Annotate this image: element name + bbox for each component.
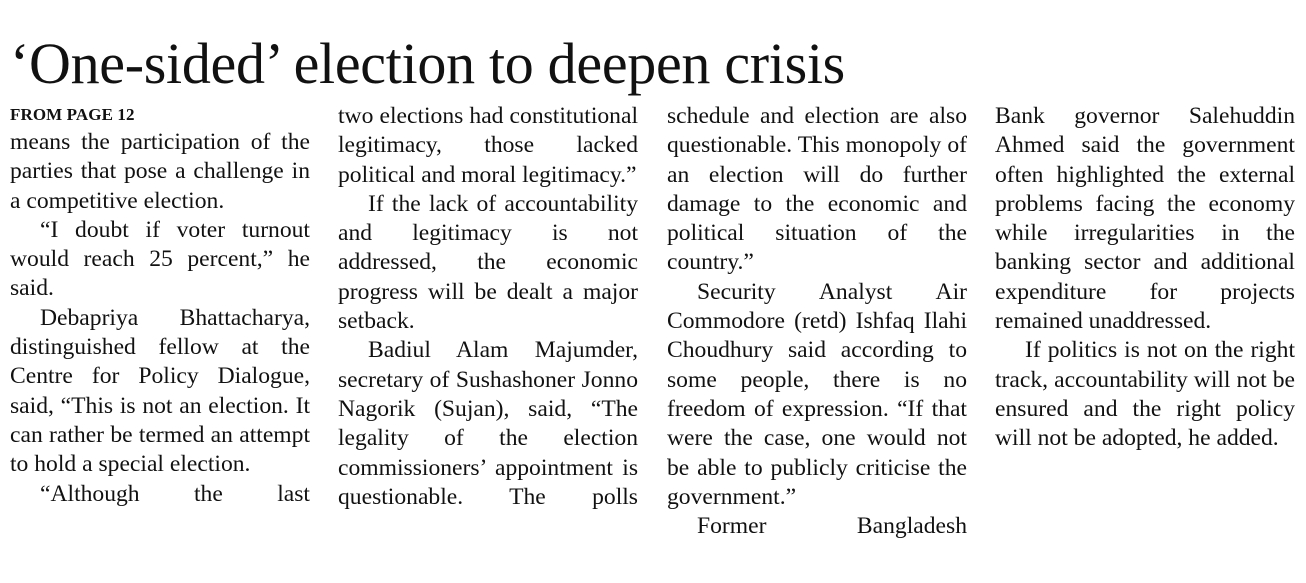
article-paragraph: Security Analyst Air Commodore (retd) Ishfaq Ilahi Choudhury said according to some people, there is no freedom of expression. “If that were the case, one would not be able to publicly criticise the government.” (667, 278, 967, 510)
headline: ‘One-sided’ election to deepen crisis (10, 31, 845, 96)
article-paragraph: Bank governor Salehuddin Ahmed said the government often highlighted the external problems facing the economy while irregularities in the banking sector and additional expenditure for projects remained unaddressed. (995, 103, 1295, 335)
article-column-3 (667, 102, 967, 580)
article-paragraph: schedule and election are also questionable. This monopoly of an election will do further damage to the economic and political situation of the country.” (667, 103, 967, 276)
article-column-4 (995, 102, 1295, 580)
article-paragraph: two elections had constitutional legitimacy, those lacked political and moral legitimacy.” (338, 103, 638, 188)
article-column-2 (338, 102, 638, 580)
article-paragraph: If politics is not on the right track, accountability will not be ensured and the right policy will not be adopted, he added. (995, 337, 1295, 452)
article-column-1 (10, 102, 310, 580)
article-paragraph: Debapriya Bhattacharya, distinguished fellow at the Centre for Policy Dialogue, said, “This is not an election. It can rather be termed an attempt to hold a special election. (10, 304, 310, 478)
article-paragraph: Former Bangladesh (697, 513, 967, 540)
article-paragraph: Badiul Alam Majumder, secretary of Sushashoner Jonno Nagorik (Sujan), said, “The legality of the election commissioners’ appointment is questionable. The polls (338, 337, 638, 510)
article-paragraph: “Although the last (40, 480, 310, 507)
article-paragraph: If the lack of accountability and legitimacy is not addressed, the economic progress will be dealt a major setback. (338, 190, 638, 335)
article-paragraph: means the participation of the parties that pose a challenge in a competitive election. (10, 129, 310, 214)
continued-from-kicker: FROM PAGE 12 (10, 105, 135, 124)
article-paragraph: “I doubt if voter turnout would reach 25 percent,” he said. (10, 216, 310, 302)
